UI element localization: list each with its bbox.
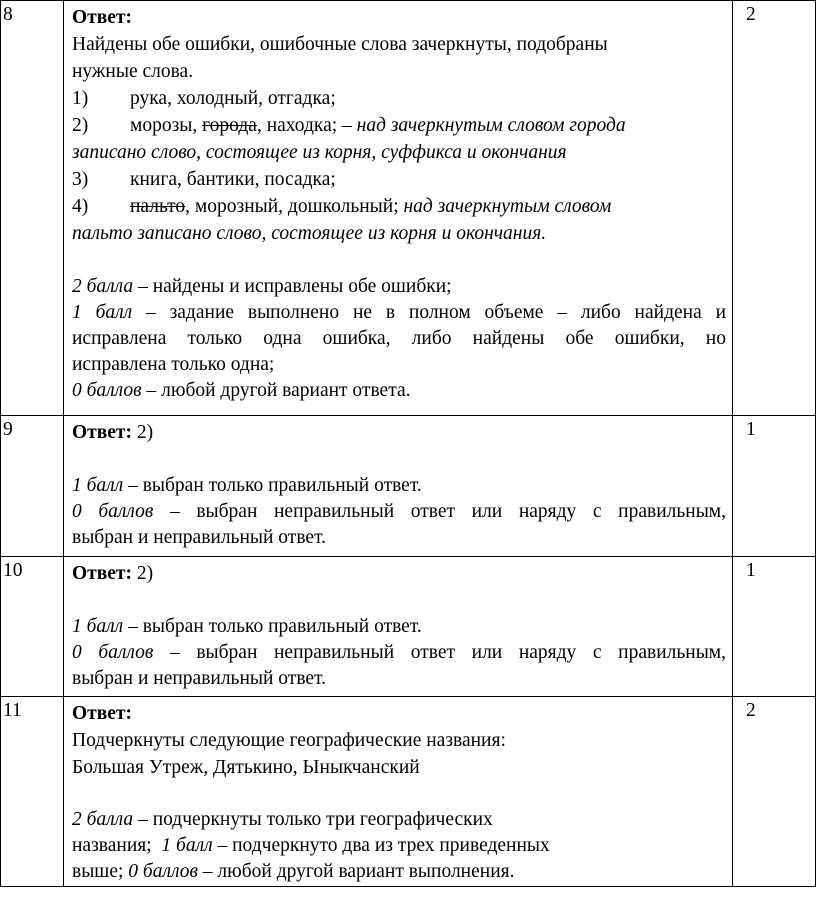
answer-cell: [64, 557, 733, 697]
score-1-cont: исправлена только одна ошибка, либо найдены обе ошибки, но: [72, 328, 726, 349]
task-number: 10: [1, 557, 64, 697]
answer-label: Ответ:: [72, 563, 133, 584]
place-names: Большая Утреж, Дятькино, Ыныкчанский: [72, 757, 420, 778]
answer-label: Ответ:: [72, 422, 133, 443]
score-1-cont: исправлена только одна;: [72, 354, 275, 375]
struck-word: города: [202, 115, 257, 136]
score-0: выше; 0 баллов – любой другой вариант выполнения.: [72, 861, 515, 882]
answer-intro: Найдены обе ошибки, ошибочные слова зачеркнуты, подобраны: [72, 34, 608, 55]
list-item-note: записано слово, состоящее из корня, суффикса и окончания: [72, 142, 567, 163]
score-1: названия; 1 балл – подчеркнуто два из трех приведенных: [72, 835, 550, 856]
answer-label: Ответ:: [72, 703, 133, 724]
answer-cell: [64, 697, 733, 887]
score-0: 0 баллов – выбран неправильный ответ или наряду с правильным,: [72, 501, 727, 522]
table-row: [1, 416, 816, 557]
points-value: 2: [733, 1, 816, 416]
score-0: 0 баллов – любой другой вариант ответа.: [72, 380, 411, 401]
score-1: 1 балл – задание выполнено не в полном объеме – либо найдена и: [72, 302, 727, 323]
points-value: 1: [733, 416, 816, 557]
table-row: [1, 697, 816, 887]
list-item: 1) рука, холодный, отгадка;: [72, 88, 336, 109]
score-2: 2 балла – подчеркнуты только три географических: [72, 809, 493, 830]
score-0-cont: выбран и неправильный ответ.: [72, 527, 326, 548]
answer-value: 2): [132, 422, 154, 443]
answer-intro-cont: нужные слова.: [72, 61, 194, 82]
task-number: 8: [1, 1, 64, 416]
score-2: 2 балла – найдены и исправлены обе ошибки;: [72, 276, 452, 297]
struck-word: пальто: [130, 196, 186, 217]
answer-value: 2): [132, 563, 154, 584]
list-item: 4) пальто, морозный, дошкольный; над зачеркнутым словом: [72, 196, 612, 217]
score-0-cont: выбран и неправильный ответ.: [72, 668, 326, 689]
score-1: 1 балл – выбран только правильный ответ.: [72, 616, 422, 637]
points-value: 2: [733, 697, 816, 887]
answer-cell: [64, 416, 733, 557]
task-number: 11: [1, 697, 64, 887]
task-number: 9: [1, 416, 64, 557]
answer-cell: [64, 1, 733, 416]
table-row: [1, 557, 816, 697]
answer-label: Ответ:: [72, 7, 133, 28]
list-item: 3) книга, бантики, посадка;: [72, 169, 336, 190]
answer-text: Подчеркнуты следующие географические названия:: [72, 730, 506, 751]
table-row: [1, 1, 816, 416]
list-item: 2) морозы, города, находка; – над зачеркнутым словом города: [72, 115, 626, 136]
score-1: 1 балл – выбран только правильный ответ.: [72, 475, 422, 496]
points-value: 1: [733, 557, 816, 697]
score-0: 0 баллов – выбран неправильный ответ или наряду с правильным,: [72, 642, 727, 663]
list-item-note: пальто записано слово, состоящее из корня и окончания.: [72, 223, 547, 244]
